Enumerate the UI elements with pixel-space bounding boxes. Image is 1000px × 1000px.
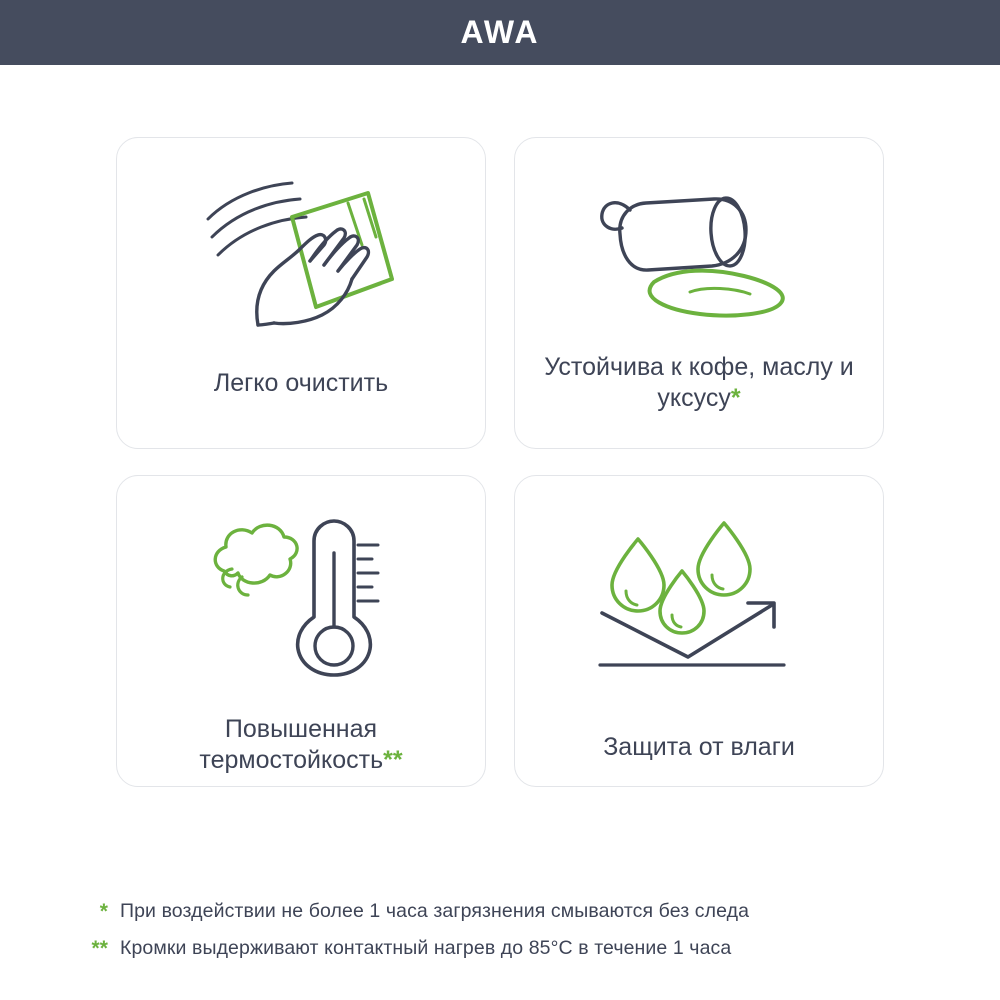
feature-card-label xyxy=(200,368,402,399)
footnotes-section xyxy=(0,900,1000,974)
feature-label-text: Повышенная термостойкость xyxy=(199,715,384,774)
feature-card-label xyxy=(117,714,485,775)
footnote-marker: ** xyxy=(91,936,108,960)
feature-card-easy-clean xyxy=(116,137,486,449)
footnote-text: Кромки выдерживают контактный нагрев до 85°C в течение 1 часа xyxy=(120,936,732,959)
footnote-item xyxy=(64,900,960,923)
feature-label-text: Легко очистить xyxy=(213,369,389,397)
feature-card-label xyxy=(515,352,883,413)
feature-card-moisture-protection xyxy=(514,475,884,787)
feature-card-label xyxy=(589,732,809,763)
water-drops-repel-icon xyxy=(594,510,804,680)
header-bar xyxy=(0,0,1000,65)
thermometer-steam-icon xyxy=(206,510,396,680)
feature-card-heat-resistant xyxy=(116,475,486,787)
spilled-cup-icon xyxy=(594,172,804,342)
footnote-marker: * xyxy=(99,899,108,923)
feature-card-stain-resistant xyxy=(514,137,884,449)
feature-card-grid xyxy=(116,137,884,787)
footnote-item xyxy=(64,937,960,960)
hand-wiping-cloth-icon xyxy=(196,172,406,342)
feature-label-text: Защита от влаги xyxy=(603,733,795,761)
footnote-text: При воздействии не более 1 часа загрязнения смываются без следа xyxy=(120,899,750,922)
feature-label-asterisk: * xyxy=(730,383,741,412)
page-title: AWA xyxy=(460,14,540,50)
feature-label-asterisk: ** xyxy=(383,745,403,774)
feature-label-text: Устойчива к кофе, маслу и уксусу xyxy=(544,353,854,412)
